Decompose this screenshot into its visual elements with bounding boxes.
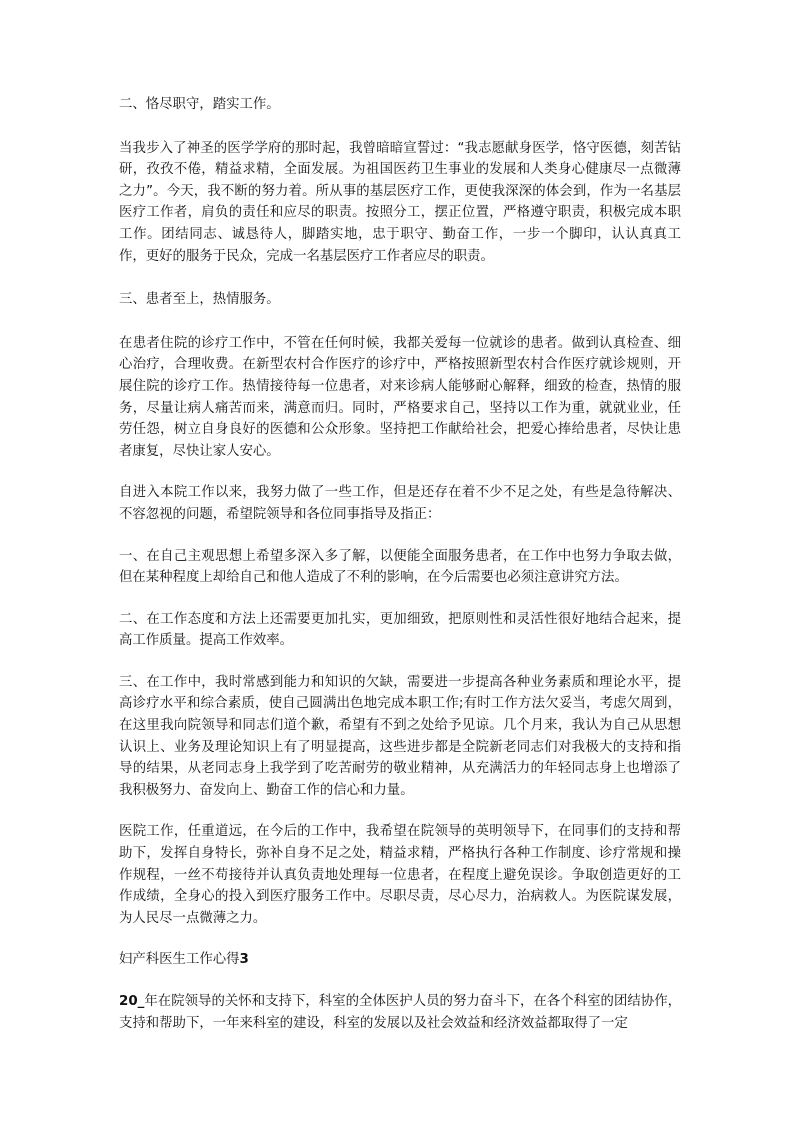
article-title-number: 3: [239, 952, 249, 968]
paragraph: 三、在工作中，我时常感到能力和知识的欠缺，需要进一步提高各种业务素质和理论水平，提高诊疗水平和综合素质，使自己圆满出色地完成本职工作;有时工作方法欠妥当，考虑欠周到，在这里我向院领导和同志们道个歉，希望有不到之处给予见谅。几个月来，我认为自己从思想认识上、业务及理论知识上有了明显提高，这些进步都是全院新老同志们对我极大的支持和指导的结果，从老同志身上我学到了吃苦耐劳的敬业精神，从充满活力的年轻同志身上也增添了我积极努力、奋发向上、勤奋工作的信心和力量。: [119, 674, 681, 798]
article-title-text: 妇产科医生工作心得: [119, 952, 240, 968]
paragraph: [119, 991, 681, 1034]
document-body: [119, 94, 681, 1034]
paragraph: 自进入本院工作以来，我努力做了一些工作，但是还存在着不少不足之处，有些是急待解决、不容忽视的问题，希望院领导和各位同事指导及指正：: [119, 485, 681, 522]
paragraph: 当我步入了神圣的医学学府的那时起，我曾暗暗宣誓过：“我志愿献身医学，恪守医德，刻苦钻研，孜孜不倦，精益求精，全面发展。为祖国医药卫生事业的发展和人类身心健康尽一点微薄之力”。今天，我不断的努力着。所从事的基层医疗工作，更使我深深的体会到，作为一名基层医疗工作者，肩负的责任和应尽的职责。按照分工，摆正位置，严格遵守职责，积极完成本职工作。团结同志、诚恳待人，脚踏实地，忠于职守、勤奋工作，一步一个脚印，认认真真工作，更好的服务于民众，完成一名基层医疗工作者应尽的职责。: [119, 140, 681, 264]
paragraph: 在患者住院的诊疗工作中，不管在任何时候，我都关爱每一位就诊的患者。做到认真检查、细心治疗，合理收费。在新型农村合作医疗的诊疗中，严格按照新型农村合作医疗就诊规则，开展住院的诊疗工作。热情接待每一位患者，对来诊病人能够耐心解释，细致的检查，热情的服务，尽量让病人痛苦而来，满意而归。同时，严格要求自己，坚持以工作为重，就就业业，任劳任怨，树立自身良好的医德和公众形象。坚持把工作献给社会，把爱心捧给患者，尽快让患者康复，尽快让家人安心。: [119, 335, 681, 459]
paragraph: 二、在工作态度和方法上还需要更加扎实，更加细致，把原则性和灵活性很好地结合起来，提高工作质量。提高工作效率。: [119, 611, 681, 649]
section-heading-3: 三、患者至上，热情服务。: [119, 292, 280, 308]
section-heading-2: 二、恪尽职守，踏实工作。: [119, 97, 280, 112]
paragraph: 一、在自己主观思想上希望多深入多了解，以便能全面服务患者，在工作中也努力争取去做，但在某种程度上却给自己和他人造成了不利的影响，在今后需要也必须注意讲究方法。: [119, 548, 681, 586]
paragraph: 医院工作，任重道远，在今后的工作中，我希望在院领导的英明领导下，在同事们的支持和帮助下，发挥自身特长，弥补自身不足之处，精益求精，严格执行各种工作制度、诊疗常规和操作规程，一丝不苟接待并认真负责地处理每一位患者，在程度上避免误诊。争取创造更好的工作成绩，全身心的投入到医疗服务工作中。尽职尽责，尽心尽力，治病救人。为医院谋发展，为人民尽一点微薄之力。: [119, 824, 681, 926]
article-title: [119, 949, 681, 971]
paragraph-text: 年在院领导的关怀和支持下，科室的全体医护人员的努力奋斗下，在各个科室的团结协作，支持和帮助下，一年来科室的建设，科室的发展以及社会效益和经济效益都取得了一定: [119, 994, 681, 1031]
year-prefix: 20_: [119, 994, 145, 1009]
